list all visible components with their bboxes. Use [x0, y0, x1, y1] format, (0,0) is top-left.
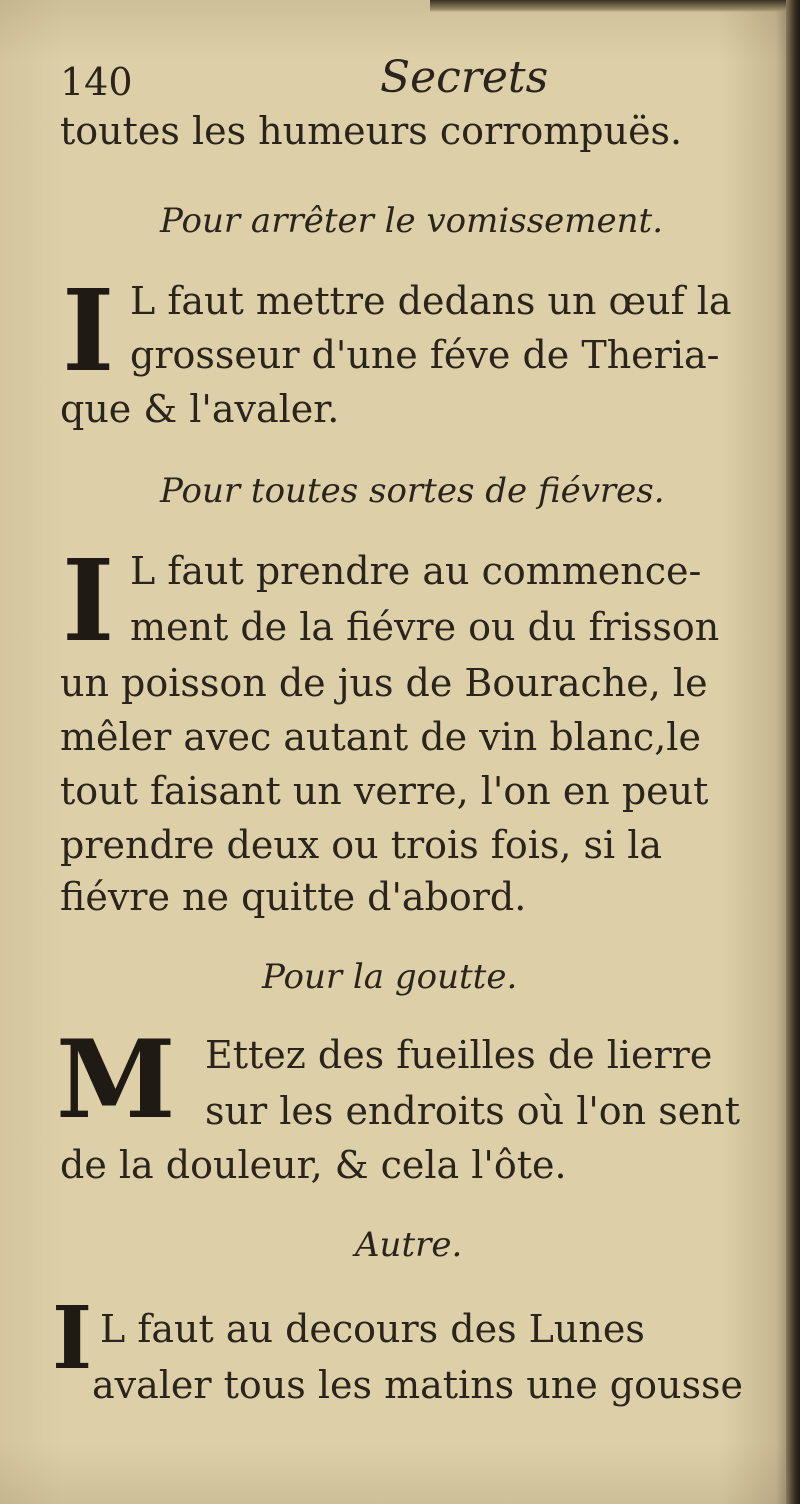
section-heading: Pour arrêter le vomissement.: [160, 201, 664, 241]
text-line: grosseur d'une féve de Theria-: [130, 333, 720, 377]
text-line: L faut au decours des Lunes: [100, 1307, 645, 1351]
text-line: fiévre ne quitte d'abord.: [60, 875, 527, 919]
text-line: un poisson de jus de Bourache, le: [60, 661, 708, 705]
text-line: Ettez des fueilles de lierre: [205, 1033, 713, 1077]
text-line: tout faisant un verre, l'on en peut: [60, 769, 709, 813]
section-heading: Pour la goutte.: [262, 957, 518, 997]
text-line: L faut prendre au commence-: [130, 549, 702, 593]
text-line: ment de la fiévre ou du frisson: [130, 605, 720, 649]
drop-cap: I: [62, 536, 115, 667]
page-right-edge: [786, 0, 800, 1504]
running-title: Secrets: [380, 52, 549, 103]
text-line: de la douleur, & cela l'ôte.: [60, 1143, 567, 1187]
text-line: avaler tous les matins une gousse: [92, 1363, 743, 1407]
page-top-shadow: [430, 0, 800, 12]
drop-cap: I: [52, 1288, 93, 1389]
text-line: prendre deux ou trois fois, si la: [60, 823, 663, 867]
drop-cap: I: [62, 266, 115, 397]
text-line: L faut mettre dedans un œuf la: [130, 279, 732, 323]
section-heading: Autre.: [355, 1225, 463, 1265]
text-line: mêler avec autant de vin blanc,le: [60, 715, 701, 759]
text-line: toutes les humeurs corrompuës.: [60, 109, 683, 153]
text-line: sur les endroits où l'on sent: [205, 1089, 740, 1133]
text-line: que & l'avaler.: [60, 387, 340, 431]
drop-cap: M: [56, 1017, 176, 1143]
section-heading: Pour toutes sortes de fiévres.: [160, 471, 665, 511]
page-number: 140: [60, 60, 133, 104]
